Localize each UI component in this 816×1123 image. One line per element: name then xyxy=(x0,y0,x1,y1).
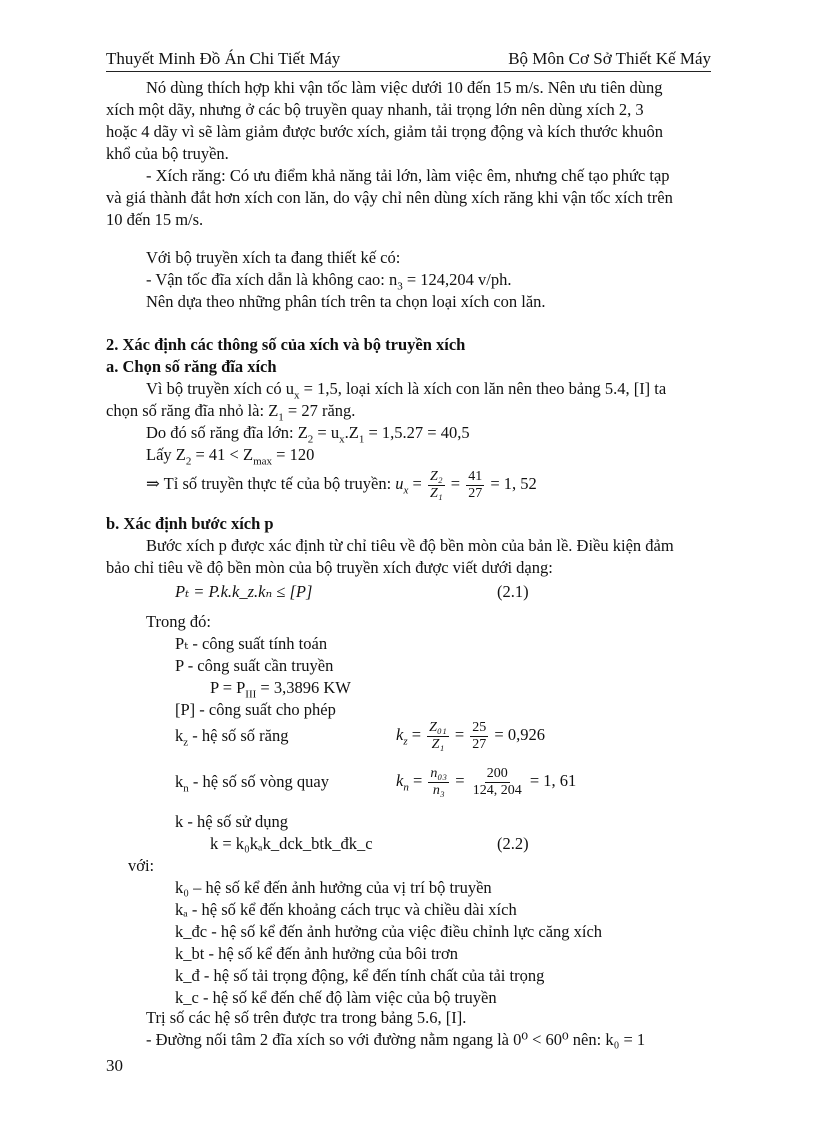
list-item: k_c - hệ số kể đến chế độ làm việc của bộ truyền xyxy=(175,988,497,1007)
kz-def: $k_z$ - hệ số số răng xyxy=(175,726,289,749)
p3-conclusion: Nên dựa theo những phân tích trên ta chọn loại xích con lăn. xyxy=(146,292,546,311)
list-item: k_đc - hệ số kể đến ảnh hưởng của việc điều chỉnh lực căng xích xyxy=(175,922,603,941)
p3-intro: Với bộ truyền xích ta đang thiết kế có: xyxy=(146,248,401,267)
p2-line-2: và giá thành đắt hơn xích con lăn, do vậy chỉ nên dùng xích răng khi vận tốc xích trên xyxy=(106,188,673,207)
header-right: Bộ Môn Cơ Sở Thiết Kế Máy xyxy=(508,49,711,68)
kn-fraction-1: $\frac{\text{n₀₃}}{\text{n₃}}$ xyxy=(430,765,448,798)
equation-2-2-number: (2.2) xyxy=(497,834,529,853)
equation-2-1-number: (2.1) xyxy=(497,582,529,601)
p-def: P - công suất cần truyền xyxy=(175,656,334,675)
pt-def: Pₜ - công suất tính toán xyxy=(175,634,328,653)
k-equation: k = k₀kₐk_dck_btk_đk_c xyxy=(210,834,373,853)
equation-2-1: Pₜ = P.k.k_z.kₙ ≤ [P] xyxy=(175,582,313,601)
p1-line-4: khổ của bộ truyền. xyxy=(106,144,229,163)
sec-a-line-4: Lấy $Z_2 = 41 < Z_{max} = 120$ xyxy=(146,445,315,468)
sec-a-line-1: Vì bộ truyền xích có $u_x = 1,5$, loại xích là xích con lăn nên theo bảng 5.4, [I] ta xyxy=(146,379,667,402)
list-item: k₀ – hệ số kể đến ảnh hưởng của vị trí bộ truyền xyxy=(175,878,492,897)
last-line: - Đường nối tâm 2 đĩa xích so với đường nằm ngang là 0⁰ < 60⁰ nên: k₀ = 1 xyxy=(146,1030,646,1049)
p2-line-1: - Xích răng: Có ưu điểm khả năng tải lớn, làm việc êm, nhưng chế tạo phức tạp xyxy=(146,166,670,185)
section-2-title: 2. Xác định các thông số của xích và bộ truyền xích xyxy=(106,335,466,354)
ratio-fraction-2: $\frac{41}{27}$ xyxy=(468,468,483,501)
list-item: k_đ - hệ số tải trọng động, kể đến tính chất của tải trọng xyxy=(175,966,545,985)
kz-fraction-2: $\frac{25}{27}$ xyxy=(472,719,487,752)
kn-def: $k_n$ - hệ số số vòng quay xyxy=(175,772,329,795)
sec-a-line-2: chọn số răng đĩa nhỏ là: $Z_1 = 27$ răng. xyxy=(106,401,356,424)
voi-label: với: xyxy=(128,856,155,875)
trong-do-label: Trong đó: xyxy=(146,612,211,631)
page-header xyxy=(106,49,711,72)
sec-a-line-3: Do đó số răng đĩa lớn: $Z_2 = u_x.Z_1 = 1,5.27 = 40,5$ xyxy=(146,423,470,446)
sec-b-line-1: Bước xích p được xác định từ chỉ tiêu về độ bền mòn của bản lề. Điều kiện đảm xyxy=(146,536,674,555)
p-value: $P = P_{III} = 3,3896$ KW xyxy=(210,678,351,701)
sec-b-line-2: bảo chỉ tiêu về độ bền mòn của bộ truyền xích được viết dưới dạng: xyxy=(106,558,553,577)
p1-line-3: hoặc 4 dãy vì sẽ làm giảm được bước xích, giảm tải trọng động và kích thước khuôn xyxy=(106,122,664,141)
sec-a-ratio-line: ⇒ Tỉ số truyền thực tế của bộ truyền: $u_x$ = $\frac{\text{Z₂}}{\text{Z₁}}$ = $\frac{41}{27}$ = 1, 52 xyxy=(146,468,537,501)
list-item: k_bt - hệ số kể đến ảnh hưởng của bôi trơn xyxy=(175,944,458,963)
kz-formula: $k_z$ = $\frac{\text{Z₀₁}}{\text{Z₁}}$ = $\frac{25}{27}$ = 0,926 xyxy=(396,719,545,752)
k-def: k - hệ số sử dụng xyxy=(175,812,288,831)
header-left: Thuyết Minh Đồ Án Chi Tiết Máy xyxy=(106,49,341,68)
kz-fraction-1: $\frac{\text{Z₀₁}}{\text{Z₁}}$ xyxy=(429,719,447,752)
tri-so-line: Trị số các hệ số trên được tra trong bảng 5.6, [I]. xyxy=(146,1008,467,1027)
p2-line-3: 10 đến 15 m/s. xyxy=(106,210,204,229)
p3-bullet: - Vận tốc đĩa xích dẫn là không cao: $n_3 = 124,204$ v/ph. xyxy=(146,270,512,293)
kn-formula: $k_n$ = $\frac{\text{n₀₃}}{\text{n₃}}$ = $\frac{200}{124, 204}$ = 1, 61 xyxy=(396,765,577,798)
ratio-fraction-1: $\frac{\text{Z₂}}{\text{Z₁}}$ xyxy=(429,468,443,501)
p1-line-2: xích một dãy, nhưng ở các bộ truyền quay nhanh, tải trọng lớn nên dùng xích 2, 3 xyxy=(106,100,644,119)
pp-def: [P] - công suất cho phép xyxy=(175,700,336,719)
p1-line-1: Nó dùng thích hợp khi vận tốc làm việc dưới 10 đến 15 m/s. Nên ưu tiên dùng xyxy=(146,78,663,97)
kn-fraction-2: $\frac{200}{124, 204}$ xyxy=(472,765,522,798)
section-b-title: b. Xác định bước xích p xyxy=(106,514,274,533)
list-item: kₐ - hệ số kể đến khoảng cách trục và chiều dài xích xyxy=(175,900,517,919)
section-a-title: a. Chọn số răng đĩa xích xyxy=(106,357,277,376)
page-number: 30 xyxy=(106,1056,123,1075)
